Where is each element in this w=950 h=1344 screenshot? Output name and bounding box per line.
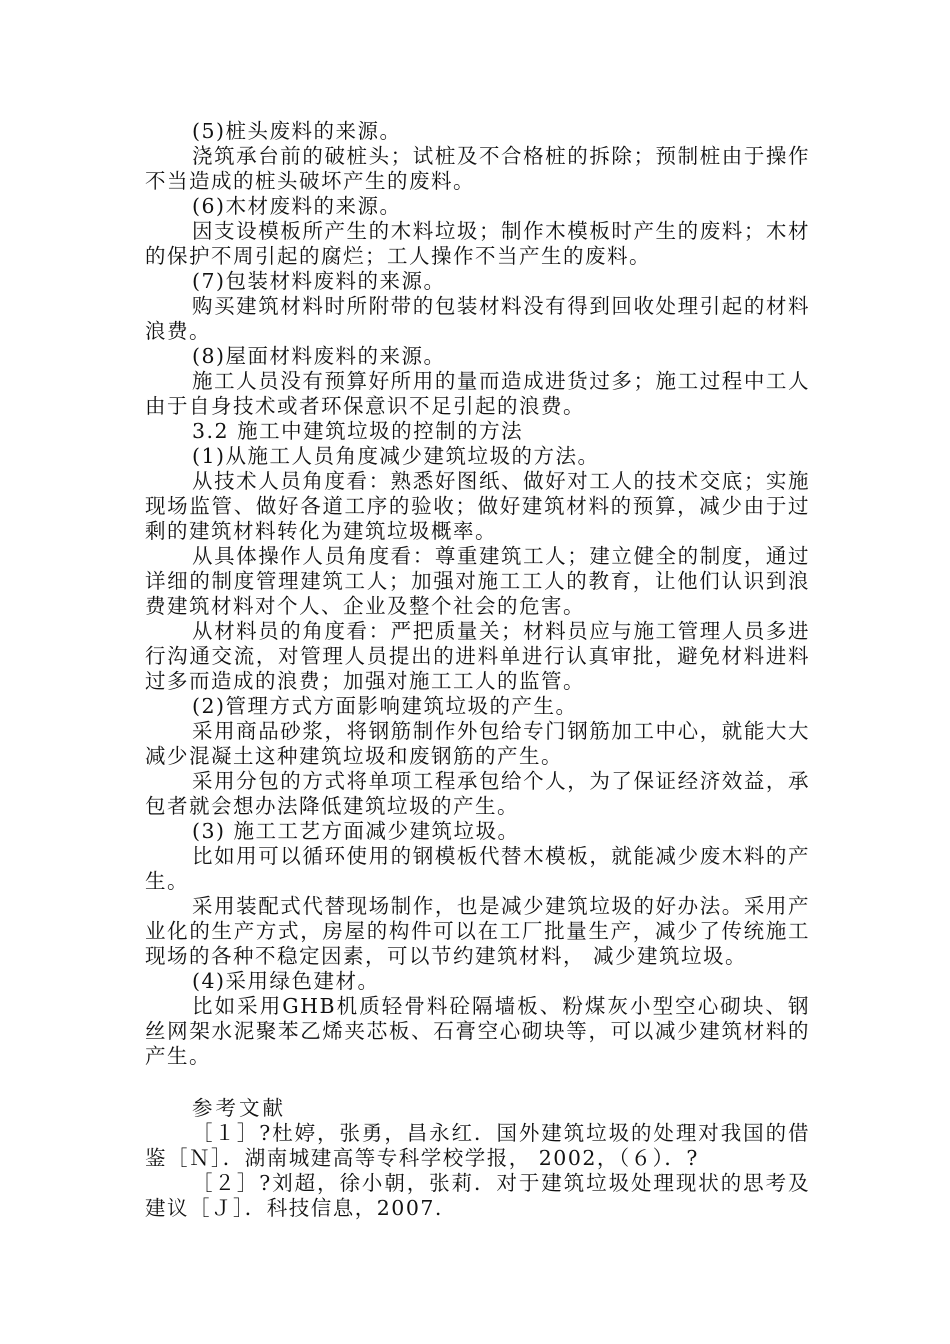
method-2-body-b: 采用分包的方式将单项工程承包给个人，为了保证经济效益，承包者就会想办法降低建筑垃圾的产生。 (145, 769, 810, 818)
method-1-technical: 从技术人员角度看：熟悉好图纸、做好对工人的技术交底；实施现场监管、做好各道工序的验收；做好建筑材料的预算，减少由于过剩的建筑材料转化为建筑垃圾概率。 (145, 469, 810, 543)
reference-item: ［１］?杜婷，张勇，昌永红．国外建筑垃圾的处理对我国的借鉴［Ｎ］．湖南城建高等专科学校学报， 2002，（６）．? (145, 1121, 810, 1170)
section-heading-3-2: 3.2 施工中建筑垃圾的控制的方法 (192, 419, 524, 443)
method-3-body-b: 采用装配式代替现场制作，也是减少建筑垃圾的好办法。采用产业化的生产方式，房屋的构件可以在工厂批量生产，减少了传统施工现场的各种不稳定因素，可以节约建筑材料， 减少建筑垃圾。 (145, 894, 810, 968)
paragraph-7-body: 购买建筑材料时所附带的包装材料没有得到回收处理引起的材料浪费。 (145, 294, 810, 343)
method-4-heading: (4)采用绿色建材。 (192, 969, 380, 993)
method-4-body: 比如采用GHB机质轻骨料砼隔墙板、粉煤灰小型空心砌块、钢丝网架水泥聚苯乙烯夹芯板、石膏空心砌块等，可以减少建筑材料的产生。 (145, 994, 810, 1068)
paragraph-5-heading: (5)桩头废料的来源。 (192, 119, 402, 143)
reference-item: ［２］?刘超，徐小朝，张莉．对于建筑垃圾处理现状的思考及建议［Ｊ］．科技信息，2007. (145, 1171, 810, 1220)
references-title: 参考文献 (192, 1096, 286, 1120)
method-2-body-a: 采用商品砂浆，将钢筋制作外包给专门钢筋加工中心，就能大大减少混凝土这种建筑垃圾和废钢筋的产生。 (145, 719, 810, 768)
paragraph-6-body: 因支设模板所产生的木料垃圾；制作木模板时产生的废料；木材的保护不周引起的腐烂；工人操作不当产生的废料。 (145, 219, 810, 268)
paragraph-7-heading: (7)包装材料废料的来源。 (192, 269, 446, 293)
document-body (145, 119, 810, 1221)
spacer (145, 1069, 810, 1096)
method-1-operators: 从具体操作人员角度看：尊重建筑工人；建立健全的制度，通过详细的制度管理建筑工人；加强对施工工人的教育，让他们认识到浪费建筑材料对个人、企业及整个社会的危害。 (145, 544, 810, 618)
method-1-materials: 从材料员的角度看：严把质量关；材料员应与施工管理人员多进行沟通交流，对管理人员提出的进料单进行认真审批，避免材料进料过多而造成的浪费；加强对施工工人的监管。 (145, 619, 810, 693)
method-1-heading: (1)从施工人员角度减少建筑垃圾的方法。 (192, 444, 600, 468)
paragraph-8-body: 施工人员没有预算好所用的量而造成进货过多；施工过程中工人由于自身技术或者环保意识不足引起的浪费。 (145, 369, 810, 418)
method-2-heading: (2)管理方式方面影响建筑垃圾的产生。 (192, 694, 578, 718)
method-3-heading: (3) 施工工艺方面减少建筑垃圾。 (192, 819, 520, 843)
method-3-body-a: 比如用可以循环使用的钢模板代替木模板，就能减少废木料的产生。 (145, 844, 810, 893)
paragraph-6-heading: (6)木材废料的来源。 (192, 194, 402, 218)
paragraph-8-heading: (8)屋面材料废料的来源。 (192, 344, 446, 368)
paragraph-5-body: 浇筑承台前的破桩头；试桩及不合格桩的拆除；预制桩由于操作不当造成的桩头破坏产生的废料。 (145, 144, 810, 193)
